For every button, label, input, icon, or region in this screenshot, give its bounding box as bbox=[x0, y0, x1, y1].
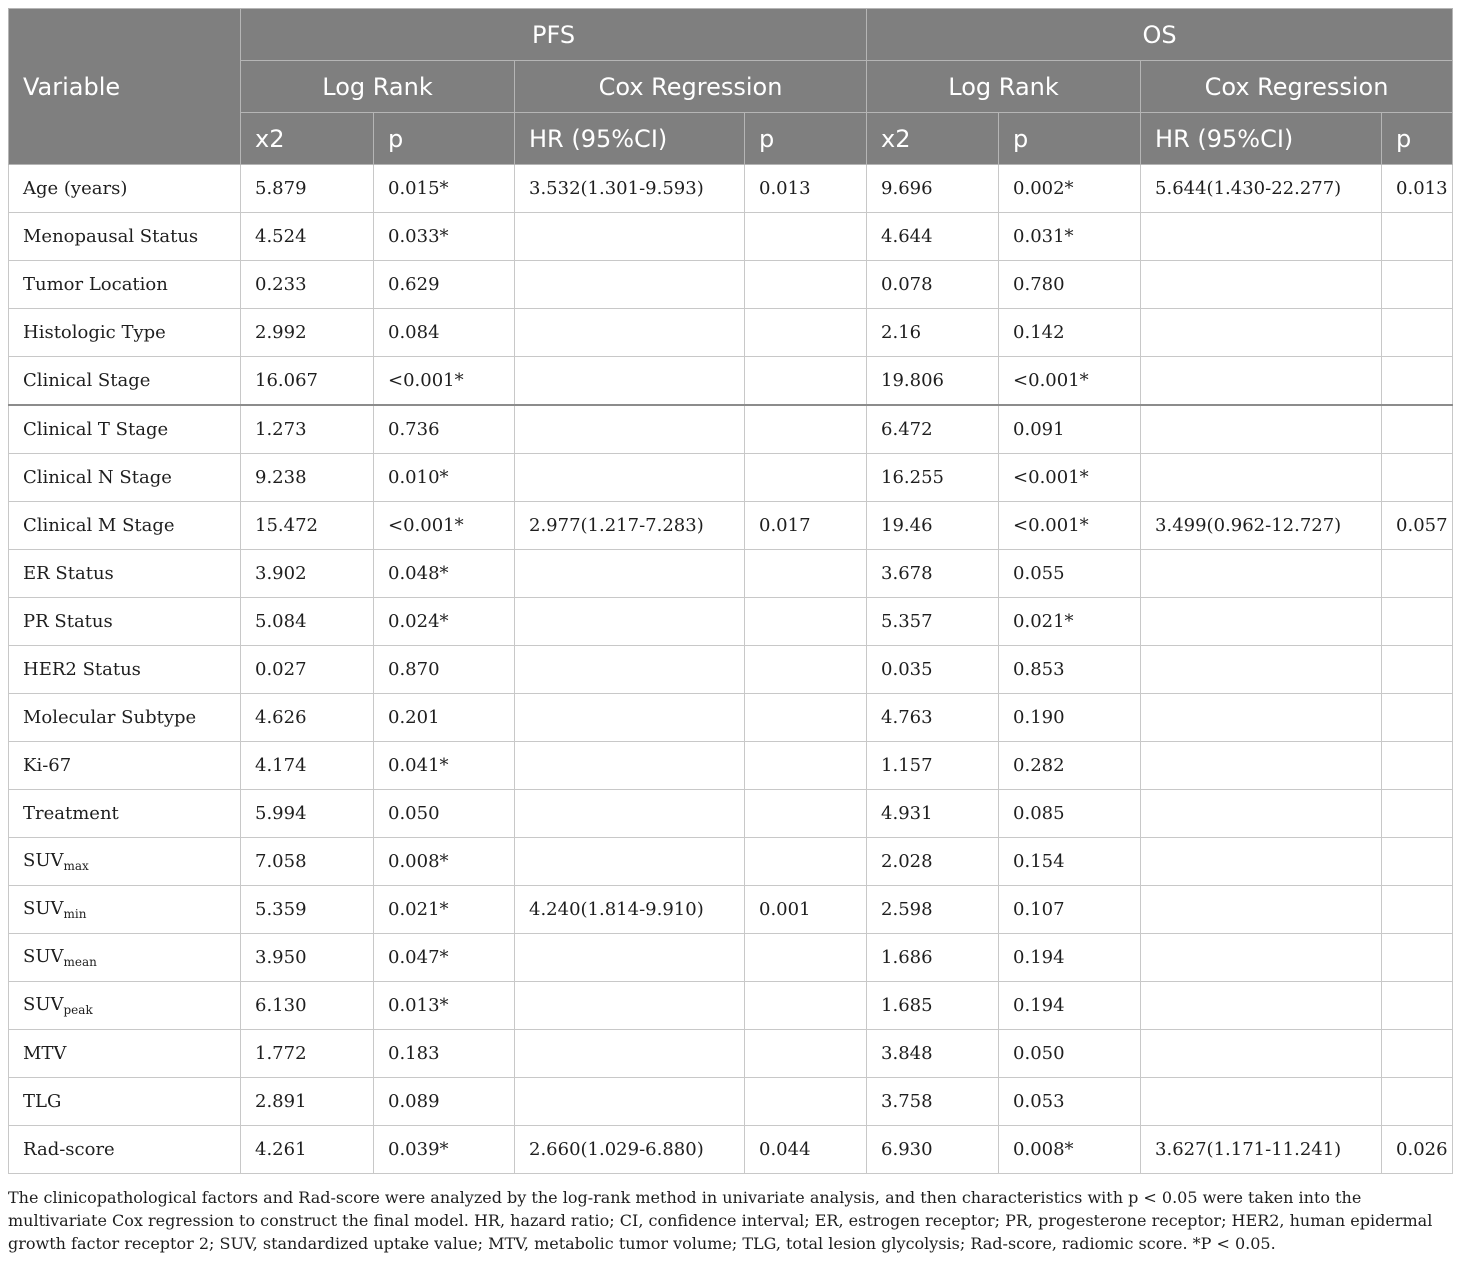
cell-os-p: 0.194 bbox=[999, 934, 1141, 982]
cell-os-hr bbox=[1141, 213, 1382, 261]
table-row bbox=[9, 790, 1453, 838]
table-row bbox=[9, 742, 1453, 790]
cell-pfs-x2: 1.772 bbox=[241, 1030, 374, 1078]
table-row bbox=[9, 502, 1453, 550]
cell-variable: Ki-67 bbox=[9, 742, 241, 790]
cell-pfs-x2: 2.992 bbox=[241, 309, 374, 357]
cell-pfs-x2: 5.084 bbox=[241, 598, 374, 646]
table-row bbox=[9, 694, 1453, 742]
cell-pfs-p: 0.024* bbox=[374, 598, 515, 646]
cell-os-p: 0.021* bbox=[999, 598, 1141, 646]
cell-pfs-cox-p bbox=[745, 790, 867, 838]
cell-pfs-x2: 4.626 bbox=[241, 694, 374, 742]
cell-os-p: 0.780 bbox=[999, 261, 1141, 309]
header-pfs: PFS bbox=[241, 9, 867, 61]
cell-pfs-hr bbox=[515, 598, 745, 646]
cell-pfs-p: 0.048* bbox=[374, 550, 515, 598]
cell-os-cox-p bbox=[1382, 886, 1453, 934]
header-os-p: p bbox=[999, 113, 1141, 165]
cell-os-p: <0.001* bbox=[999, 454, 1141, 502]
cell-pfs-x2: 3.950 bbox=[241, 934, 374, 982]
cell-os-hr: 3.627(1.171-11.241) bbox=[1141, 1126, 1382, 1174]
cell-os-p: 0.107 bbox=[999, 886, 1141, 934]
cell-variable: $SUV_{peak}$ bbox=[9, 982, 241, 1030]
variable-subscript: mean bbox=[63, 955, 97, 969]
cell-variable: Molecular Subtype bbox=[9, 694, 241, 742]
cell-os-p: 0.190 bbox=[999, 694, 1141, 742]
cell-os-hr bbox=[1141, 790, 1382, 838]
cell-pfs-p: 0.084 bbox=[374, 309, 515, 357]
cell-os-x2: 3.678 bbox=[867, 550, 999, 598]
cell-os-p: <0.001* bbox=[999, 502, 1141, 550]
cell-pfs-hr bbox=[515, 550, 745, 598]
cell-os-hr: 3.499(0.962-12.727) bbox=[1141, 502, 1382, 550]
cell-pfs-p: 0.015* bbox=[374, 165, 515, 213]
cell-os-hr bbox=[1141, 598, 1382, 646]
cell-pfs-cox-p bbox=[745, 213, 867, 261]
cell-os-p: 0.055 bbox=[999, 550, 1141, 598]
cell-pfs-x2: 4.174 bbox=[241, 742, 374, 790]
cell-os-p: 0.085 bbox=[999, 790, 1141, 838]
variable-subscript: peak bbox=[63, 1003, 93, 1017]
cell-pfs-x2: 6.130 bbox=[241, 982, 374, 1030]
cell-os-cox-p bbox=[1382, 550, 1453, 598]
cell-os-x2: 4.644 bbox=[867, 213, 999, 261]
cell-os-x2: 9.696 bbox=[867, 165, 999, 213]
cell-os-p: 0.142 bbox=[999, 309, 1141, 357]
header-variable: Variable bbox=[9, 9, 241, 165]
table-row bbox=[9, 886, 1453, 934]
cell-os-hr bbox=[1141, 1078, 1382, 1126]
cell-os-hr: 5.644(1.430-22.277) bbox=[1141, 165, 1382, 213]
cell-variable: Tumor Location bbox=[9, 261, 241, 309]
cell-os-p: 0.008* bbox=[999, 1126, 1141, 1174]
table-body bbox=[9, 165, 1453, 1174]
cell-pfs-hr bbox=[515, 357, 745, 406]
header-os: OS bbox=[867, 9, 1453, 61]
cell-os-hr bbox=[1141, 646, 1382, 694]
cell-pfs-p: <0.001* bbox=[374, 502, 515, 550]
cell-pfs-cox-p: 0.001 bbox=[745, 886, 867, 934]
cell-os-cox-p bbox=[1382, 790, 1453, 838]
cell-pfs-hr: 4.240(1.814-9.910) bbox=[515, 886, 745, 934]
cell-pfs-hr bbox=[515, 309, 745, 357]
cell-os-x2: 0.078 bbox=[867, 261, 999, 309]
cell-variable: $SUV_{max}$ bbox=[9, 838, 241, 886]
cell-variable: $SUV_{min}$ bbox=[9, 886, 241, 934]
header-pfs-x2: x2 bbox=[241, 113, 374, 165]
cell-pfs-p: 0.010* bbox=[374, 454, 515, 502]
cell-variable: HER2 Status bbox=[9, 646, 241, 694]
table-row bbox=[9, 165, 1453, 213]
cell-pfs-cox-p bbox=[745, 309, 867, 357]
cell-variable: ER Status bbox=[9, 550, 241, 598]
cell-os-hr bbox=[1141, 261, 1382, 309]
cell-pfs-cox-p bbox=[745, 646, 867, 694]
cell-os-hr bbox=[1141, 742, 1382, 790]
cell-pfs-p: 0.008* bbox=[374, 838, 515, 886]
cell-variable: MTV bbox=[9, 1030, 241, 1078]
cell-pfs-p: 0.870 bbox=[374, 646, 515, 694]
cell-pfs-p: 0.050 bbox=[374, 790, 515, 838]
cell-pfs-hr bbox=[515, 1078, 745, 1126]
cell-pfs-p: 0.047* bbox=[374, 934, 515, 982]
cell-os-cox-p bbox=[1382, 646, 1453, 694]
table-row bbox=[9, 261, 1453, 309]
cell-os-cox-p bbox=[1382, 742, 1453, 790]
cell-pfs-hr bbox=[515, 694, 745, 742]
cell-pfs-hr: 2.660(1.029-6.880) bbox=[515, 1126, 745, 1174]
cell-os-hr bbox=[1141, 982, 1382, 1030]
header-os-log-rank: Log Rank bbox=[867, 61, 1141, 113]
header-os-cox-p: p bbox=[1382, 113, 1453, 165]
cell-os-x2: 1.157 bbox=[867, 742, 999, 790]
cell-os-p: 0.282 bbox=[999, 742, 1141, 790]
cell-os-cox-p bbox=[1382, 934, 1453, 982]
cell-pfs-p: 0.033* bbox=[374, 213, 515, 261]
variable-subscript: max bbox=[63, 859, 89, 873]
cell-os-p: 0.002* bbox=[999, 165, 1141, 213]
cell-os-x2: 6.930 bbox=[867, 1126, 999, 1174]
survival-analysis-table-container bbox=[8, 8, 1452, 1174]
cell-pfs-cox-p bbox=[745, 838, 867, 886]
header-pfs-hr: HR (95%CI) bbox=[515, 113, 745, 165]
cell-os-cox-p bbox=[1382, 694, 1453, 742]
cell-variable: Histologic Type bbox=[9, 309, 241, 357]
table-row bbox=[9, 838, 1453, 886]
cell-pfs-x2: 5.879 bbox=[241, 165, 374, 213]
cell-os-x2: 19.46 bbox=[867, 502, 999, 550]
cell-os-p: 0.194 bbox=[999, 982, 1141, 1030]
cell-pfs-hr bbox=[515, 454, 745, 502]
table-row bbox=[9, 550, 1453, 598]
cell-pfs-p: 0.629 bbox=[374, 261, 515, 309]
cell-pfs-hr bbox=[515, 934, 745, 982]
table-header bbox=[9, 9, 1453, 165]
cell-variable: Clinical M Stage bbox=[9, 502, 241, 550]
cell-pfs-x2: 15.472 bbox=[241, 502, 374, 550]
cell-os-x2: 4.763 bbox=[867, 694, 999, 742]
cell-pfs-hr bbox=[515, 982, 745, 1030]
cell-os-hr bbox=[1141, 309, 1382, 357]
cell-pfs-hr: 3.532(1.301-9.593) bbox=[515, 165, 745, 213]
cell-pfs-cox-p bbox=[745, 742, 867, 790]
cell-os-x2: 4.931 bbox=[867, 790, 999, 838]
cell-pfs-hr bbox=[515, 790, 745, 838]
cell-pfs-hr bbox=[515, 213, 745, 261]
cell-variable: Clinical N Stage bbox=[9, 454, 241, 502]
table-row bbox=[9, 213, 1453, 261]
cell-os-hr bbox=[1141, 454, 1382, 502]
cell-pfs-p: 0.201 bbox=[374, 694, 515, 742]
cell-os-hr bbox=[1141, 550, 1382, 598]
cell-pfs-cox-p bbox=[745, 1030, 867, 1078]
cell-os-hr bbox=[1141, 886, 1382, 934]
variable-subscript: min bbox=[63, 907, 87, 921]
cell-os-x2: 16.255 bbox=[867, 454, 999, 502]
header-pfs-p: p bbox=[374, 113, 515, 165]
cell-variable: Treatment bbox=[9, 790, 241, 838]
cell-pfs-x2: 5.359 bbox=[241, 886, 374, 934]
cell-os-p: 0.091 bbox=[999, 405, 1141, 454]
cell-os-x2: 0.035 bbox=[867, 646, 999, 694]
cell-pfs-cox-p bbox=[745, 454, 867, 502]
table-row bbox=[9, 405, 1453, 454]
cell-pfs-cox-p bbox=[745, 694, 867, 742]
survival-analysis-table bbox=[8, 8, 1453, 1174]
cell-variable: Clinical Stage bbox=[9, 357, 241, 406]
cell-os-cox-p bbox=[1382, 309, 1453, 357]
cell-os-p: 0.031* bbox=[999, 213, 1141, 261]
table-row bbox=[9, 1078, 1453, 1126]
table-row bbox=[9, 1030, 1453, 1078]
table-row bbox=[9, 454, 1453, 502]
cell-pfs-cox-p bbox=[745, 982, 867, 1030]
header-os-cox-regression: Cox Regression bbox=[1141, 61, 1453, 113]
cell-os-x2: 2.598 bbox=[867, 886, 999, 934]
cell-variable: Menopausal Status bbox=[9, 213, 241, 261]
cell-pfs-p: 0.183 bbox=[374, 1030, 515, 1078]
cell-os-cox-p bbox=[1382, 357, 1453, 406]
cell-os-cox-p bbox=[1382, 1030, 1453, 1078]
cell-variable: $SUV_{mean}$ bbox=[9, 934, 241, 982]
cell-pfs-x2: 9.238 bbox=[241, 454, 374, 502]
cell-os-cox-p bbox=[1382, 405, 1453, 454]
cell-os-cox-p bbox=[1382, 213, 1453, 261]
header-pfs-log-rank: Log Rank bbox=[241, 61, 515, 113]
cell-pfs-cox-p bbox=[745, 405, 867, 454]
cell-pfs-x2: 16.067 bbox=[241, 357, 374, 406]
cell-pfs-x2: 0.233 bbox=[241, 261, 374, 309]
cell-variable: Age (years) bbox=[9, 165, 241, 213]
cell-pfs-x2: 2.891 bbox=[241, 1078, 374, 1126]
cell-os-p: 0.853 bbox=[999, 646, 1141, 694]
header-os-x2: x2 bbox=[867, 113, 999, 165]
table-row bbox=[9, 982, 1453, 1030]
cell-variable: Rad-score bbox=[9, 1126, 241, 1174]
cell-os-cox-p bbox=[1382, 261, 1453, 309]
header-os-hr: HR (95%CI) bbox=[1141, 113, 1382, 165]
cell-pfs-x2: 7.058 bbox=[241, 838, 374, 886]
cell-os-hr bbox=[1141, 838, 1382, 886]
cell-os-cox-p: 0.013 bbox=[1382, 165, 1453, 213]
cell-os-x2: 2.16 bbox=[867, 309, 999, 357]
cell-variable: PR Status bbox=[9, 598, 241, 646]
cell-os-hr bbox=[1141, 1030, 1382, 1078]
cell-os-x2: 3.758 bbox=[867, 1078, 999, 1126]
cell-os-hr bbox=[1141, 934, 1382, 982]
cell-pfs-hr bbox=[515, 405, 745, 454]
table-row bbox=[9, 646, 1453, 694]
cell-pfs-hr bbox=[515, 1030, 745, 1078]
table-row bbox=[9, 598, 1453, 646]
cell-os-x2: 5.357 bbox=[867, 598, 999, 646]
header-pfs-cox-regression: Cox Regression bbox=[515, 61, 867, 113]
cell-os-x2: 3.848 bbox=[867, 1030, 999, 1078]
cell-pfs-cox-p: 0.017 bbox=[745, 502, 867, 550]
cell-os-cox-p: 0.026 bbox=[1382, 1126, 1453, 1174]
cell-pfs-p: 0.013* bbox=[374, 982, 515, 1030]
cell-variable: TLG bbox=[9, 1078, 241, 1126]
cell-pfs-cox-p: 0.044 bbox=[745, 1126, 867, 1174]
cell-pfs-hr bbox=[515, 742, 745, 790]
cell-pfs-p: 0.039* bbox=[374, 1126, 515, 1174]
cell-pfs-x2: 3.902 bbox=[241, 550, 374, 598]
cell-pfs-cox-p bbox=[745, 1078, 867, 1126]
cell-os-x2: 6.472 bbox=[867, 405, 999, 454]
cell-pfs-cox-p bbox=[745, 934, 867, 982]
cell-pfs-p: 0.736 bbox=[374, 405, 515, 454]
cell-os-p: 0.053 bbox=[999, 1078, 1141, 1126]
table-row bbox=[9, 1126, 1453, 1174]
cell-pfs-x2: 4.524 bbox=[241, 213, 374, 261]
table-row bbox=[9, 934, 1453, 982]
cell-os-cox-p: 0.057 bbox=[1382, 502, 1453, 550]
cell-os-hr bbox=[1141, 694, 1382, 742]
cell-os-p: 0.050 bbox=[999, 1030, 1141, 1078]
table-row bbox=[9, 357, 1453, 406]
cell-pfs-p: 0.041* bbox=[374, 742, 515, 790]
table-footnote: The clinicopathological factors and Rad-score were analyzed by the log-rank method in univariate analysis, and then characteristics with p < 0.05 were taken into the multivariate Cox regression to construct the final model. HR, hazard ratio; CI, confidence interval; ER, estrogen receptor; PR, progesterone receptor; HER2, human epidermal growth factor receptor 2; SUV, standardized uptake value; MTV, metabolic tumor volume; TLG, total lesion glycolysis; Rad-score, radiomic score. *P < 0.05. bbox=[8, 1188, 1433, 1253]
cell-pfs-p: 0.089 bbox=[374, 1078, 515, 1126]
cell-pfs-x2: 0.027 bbox=[241, 646, 374, 694]
cell-pfs-cox-p bbox=[745, 550, 867, 598]
cell-os-hr bbox=[1141, 405, 1382, 454]
cell-os-cox-p bbox=[1382, 838, 1453, 886]
cell-os-x2: 1.686 bbox=[867, 934, 999, 982]
cell-os-p: <0.001* bbox=[999, 357, 1141, 406]
cell-pfs-p: <0.001* bbox=[374, 357, 515, 406]
cell-pfs-cox-p: 0.013 bbox=[745, 165, 867, 213]
cell-pfs-hr: 2.977(1.217-7.283) bbox=[515, 502, 745, 550]
cell-pfs-hr bbox=[515, 646, 745, 694]
cell-pfs-cox-p bbox=[745, 357, 867, 406]
header-pfs-cox-p: p bbox=[745, 113, 867, 165]
cell-pfs-hr bbox=[515, 261, 745, 309]
cell-pfs-p: 0.021* bbox=[374, 886, 515, 934]
cell-os-hr bbox=[1141, 357, 1382, 406]
cell-os-x2: 1.685 bbox=[867, 982, 999, 1030]
cell-pfs-cox-p bbox=[745, 261, 867, 309]
cell-os-cox-p bbox=[1382, 454, 1453, 502]
table-row bbox=[9, 309, 1453, 357]
cell-pfs-cox-p bbox=[745, 598, 867, 646]
cell-os-cox-p bbox=[1382, 982, 1453, 1030]
cell-os-cox-p bbox=[1382, 1078, 1453, 1126]
cell-os-x2: 2.028 bbox=[867, 838, 999, 886]
cell-variable: Clinical T Stage bbox=[9, 405, 241, 454]
cell-os-x2: 19.806 bbox=[867, 357, 999, 406]
cell-pfs-hr bbox=[515, 838, 745, 886]
cell-pfs-x2: 5.994 bbox=[241, 790, 374, 838]
cell-os-cox-p bbox=[1382, 598, 1453, 646]
cell-pfs-x2: 4.261 bbox=[241, 1126, 374, 1174]
cell-os-p: 0.154 bbox=[999, 838, 1141, 886]
cell-pfs-x2: 1.273 bbox=[241, 405, 374, 454]
